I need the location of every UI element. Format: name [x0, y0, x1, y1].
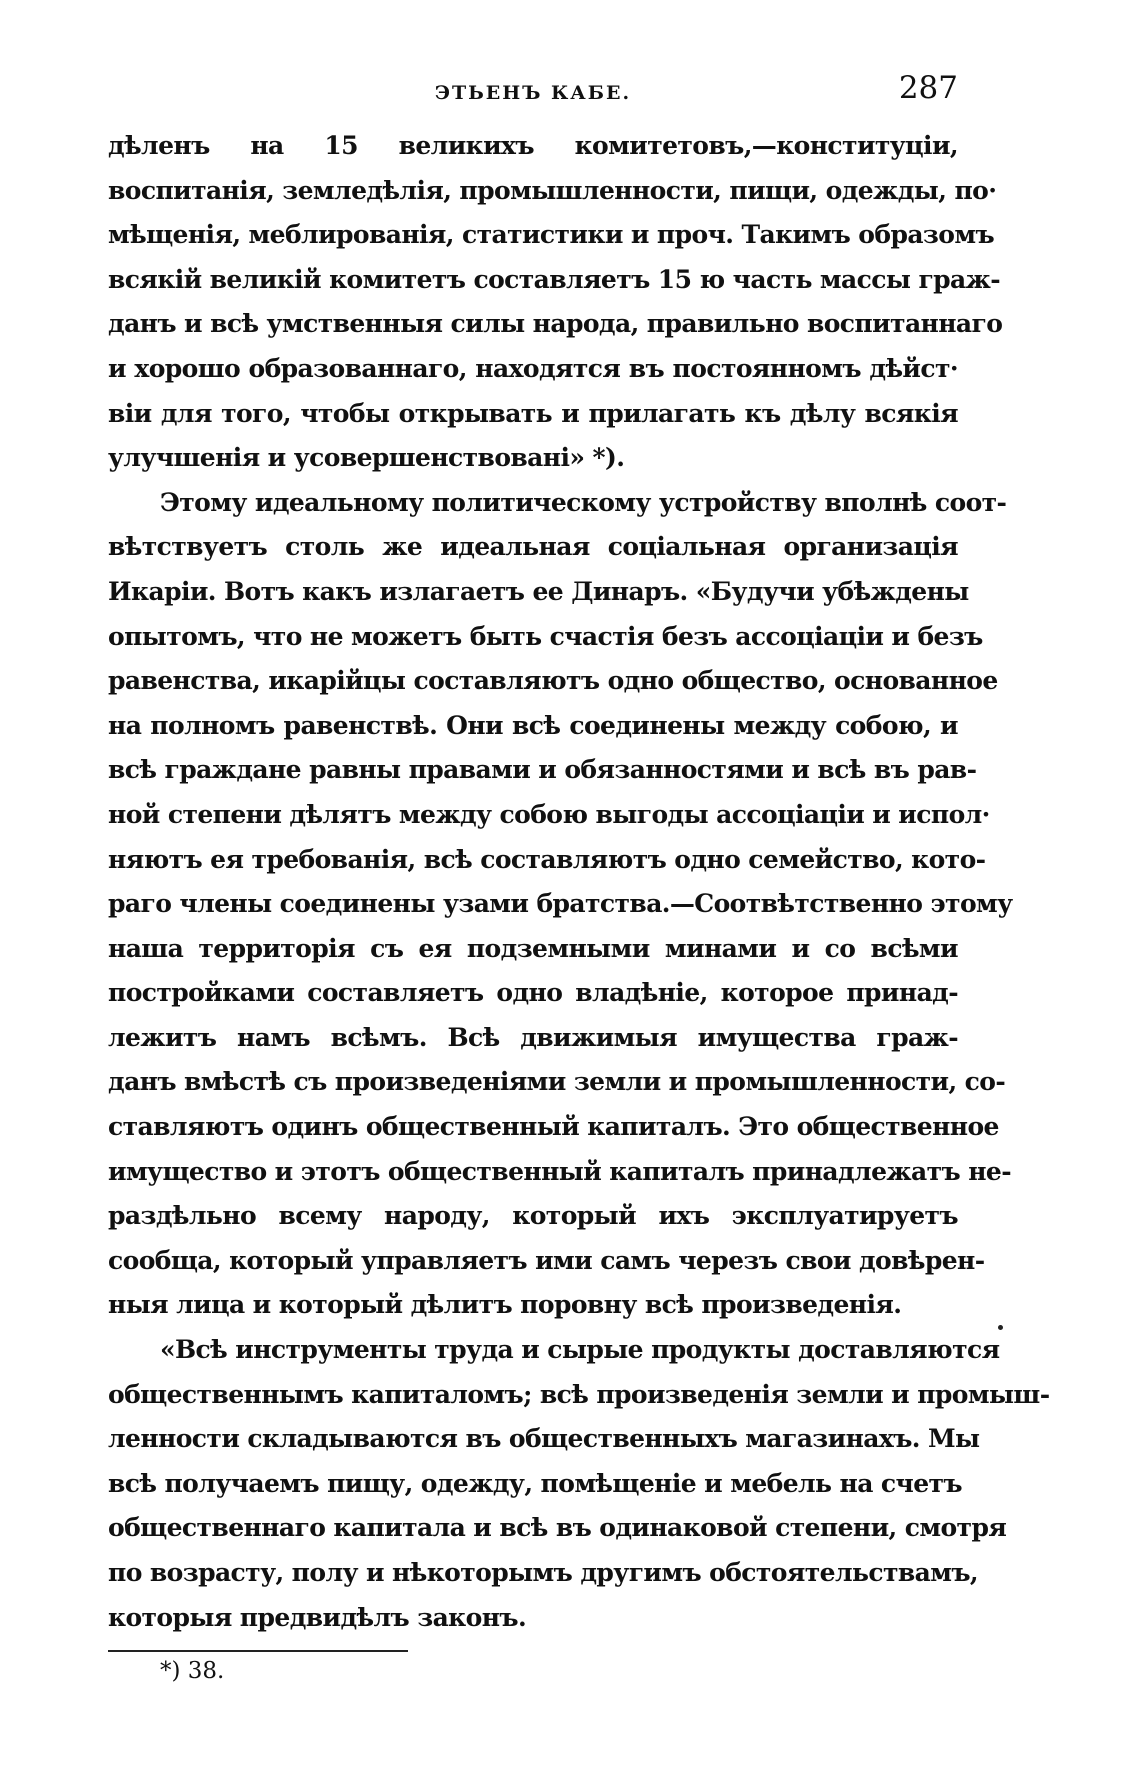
text-line: имущество и этотъ общественный капиталъ принадлежатъ не- — [108, 1156, 1011, 1186]
text-line: которыя предвидѣлъ законъ. — [108, 1602, 527, 1632]
text-line: лежитъ намъ всѣмъ. Всѣ движимыя имущества граж- — [108, 1022, 958, 1052]
text-line: ленности складываются въ общественныхъ магазинахъ. Мы — [108, 1424, 980, 1454]
text-line: данъ и всѣ умственныя силы народа, правильно воспитаннаго — [108, 309, 1003, 339]
text-line: Икаріи. Вотъ какъ излагаетъ ее Динаръ. «Будучи убѣждены — [108, 576, 969, 606]
text-line: ставляютъ одинъ общественный капиталъ. Это общественное — [108, 1112, 999, 1142]
text-line: данъ вмѣстѣ съ произведеніями земли и промышленности, со- — [108, 1067, 1006, 1097]
text-line: улучшенія и усовершенствовані» *). — [108, 443, 625, 473]
text-line: Этому идеальному политическому устройству вполнѣ соот- — [160, 487, 1007, 517]
text-line: всѣ граждане равны правами и обязанностями и всѣ въ рав- — [108, 755, 977, 785]
print-speck — [998, 1325, 1003, 1330]
page-header — [108, 60, 958, 112]
text-line: дѣленъ на 15 великихъ комитетовъ,—конституціи, — [108, 131, 958, 160]
running-title: ЭТЬЕНЪ КАБЕ. — [434, 82, 632, 104]
text-line: ной степени дѣлятъ между собою выгоды ассоціаціи и испол· — [108, 799, 990, 829]
text-line: общественнымъ капиталомъ; всѣ произведенія земли и промыш- — [108, 1379, 1050, 1409]
text-line: віи для того, чтобы открывать и прилагать къ дѣлу всякія — [108, 398, 958, 428]
text-line: сообща, который управляетъ ими самъ черезъ свои довѣрен- — [108, 1245, 985, 1275]
footnote: *) 38. — [160, 1658, 225, 1685]
text-line: воспитанія, земледѣлія, промышленности, пищи, одежды, по· — [108, 175, 997, 205]
text-line: постройками составляетъ одно владѣніе, которое принад- — [108, 978, 958, 1008]
text-line: наша территорія съ ея подземными минами и со всѣми — [108, 933, 958, 963]
page-number: 287 — [898, 70, 958, 106]
book-page — [108, 60, 1050, 1685]
text-line: раздѣльно всему народу, который ихъ эксплуатируетъ — [108, 1201, 958, 1231]
text-line: вѣтствуетъ столь же идеальная соціальная организація — [108, 532, 958, 562]
text-line: мѣщенія, меблированія, статистики и проч. Такимъ образомъ — [108, 220, 995, 250]
text-line: опытомъ, что не можетъ быть счастія безъ ассоціаціи и безъ — [108, 621, 983, 651]
text-line: ныя лица и который дѣлитъ поровну всѣ произведенія. — [108, 1290, 902, 1320]
text-line: всѣ получаемъ пищу, одежду, помѣщеніе и мебель на счетъ — [108, 1468, 963, 1498]
text-line: общественнаго капитала и всѣ въ одинаковой степени, смотря — [108, 1513, 1007, 1543]
text-line: раго члены соединены узами братства.—Соотвѣтственно этому — [108, 889, 1013, 919]
text-line: равенства, икарійцы составляютъ одно общество, основанное — [108, 666, 998, 696]
text-line: на полномъ равенствѣ. Они всѣ соединены между собою, и — [108, 710, 958, 740]
text-line: няютъ ея требованія, всѣ составляютъ одно семейство, кото- — [108, 844, 986, 874]
text-line: всякій великій комитетъ составляетъ 15 ю часть массы граж- — [108, 264, 1001, 294]
footnote-divider — [108, 1650, 408, 1652]
text-line: «Всѣ инструменты труда и сырые продукты доставляются — [160, 1335, 1000, 1365]
text-line: и хорошо образованнаго, находятся въ постоянномъ дѣйст· — [108, 353, 958, 383]
body-text — [108, 124, 1050, 1640]
text-line: по возрасту, полу и нѣкоторымъ другимъ обстоятельствамъ, — [108, 1558, 979, 1587]
